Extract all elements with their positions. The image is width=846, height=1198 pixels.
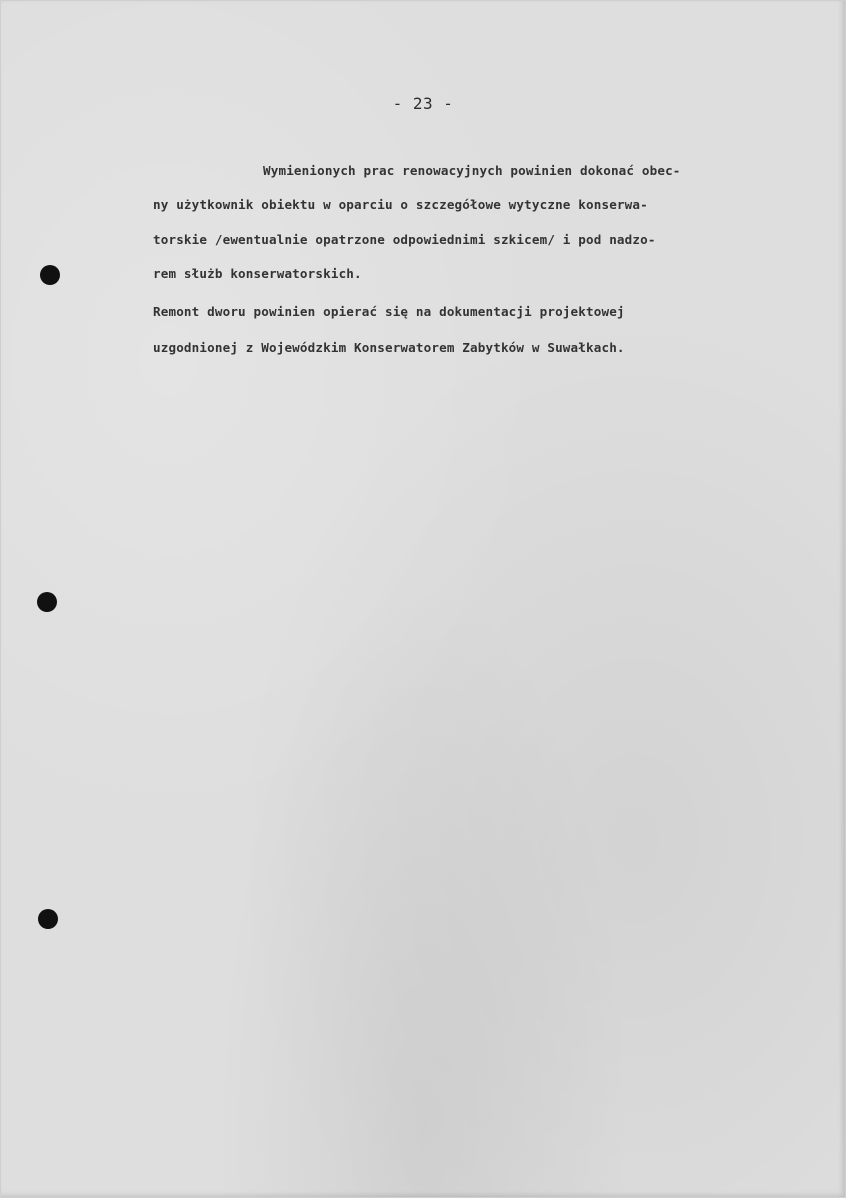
text-line-4: rem służb konserwatorskich. (153, 266, 362, 281)
text-line-1: Wymienionych prac renowacyjnych powinien dokonać obec- (263, 163, 681, 178)
text-line-3: torskie /ewentualnie opatrzone odpowiednimi szkicem/ i pod nadzo- (153, 232, 656, 247)
page-number: - 23 - (392, 94, 454, 113)
punch-hole-bottom (38, 909, 58, 929)
punch-hole-middle (37, 592, 57, 612)
text-line-5: Remont dworu powinien opierać się na dokumentacji projektowej (153, 304, 625, 319)
text-line-2: ny użytkownik obiektu w oparciu o szczegółowe wytyczne konserwa- (153, 197, 648, 212)
punch-hole-top (40, 265, 60, 285)
text-line-6: uzgodnionej z Wojewódzkim Konserwatorem Zabytków w Suwałkach. (153, 340, 625, 355)
